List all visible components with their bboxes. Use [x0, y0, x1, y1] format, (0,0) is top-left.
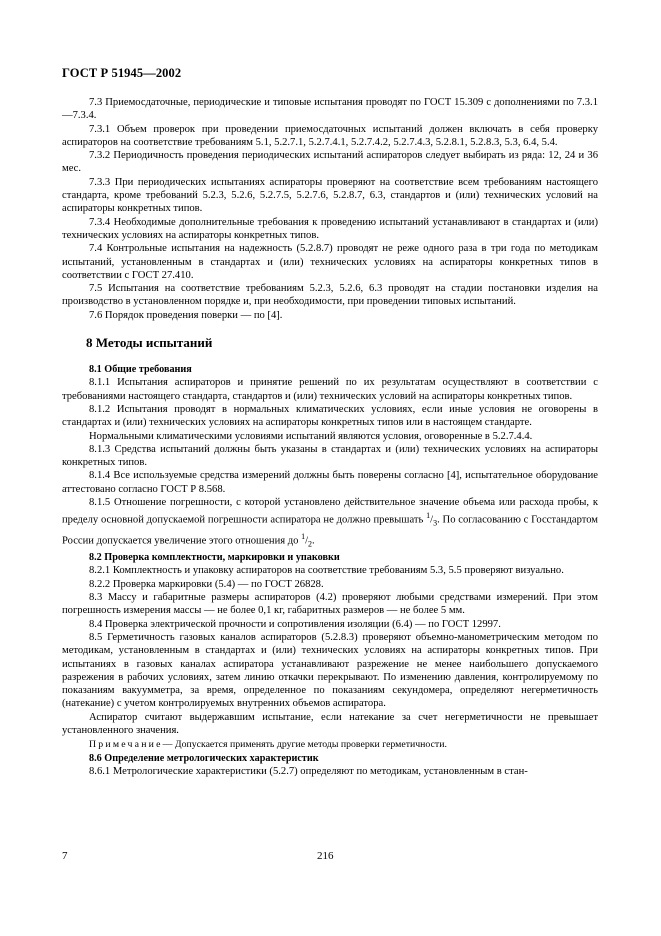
- paragraph-8-1-1: 8.1.1 Испытания аспираторов и принятие решений по их результатам осуществляют в соответствии с требованиями настоящего стандарта, стандартов и (или) технических условий на аспираторы конкретных типов.: [62, 377, 598, 402]
- paragraph-8-1-2-conditions: Нормальными климатическими условиями испытаний являются условия, оговоренные в 5.2.7.4.4.: [89, 430, 533, 442]
- paragraph-7-5: 7.5 Испытания на соответствие требованиям 5.2.3, 5.2.6, 6.3 проводят на стадии постановки изделия на производство в установленном порядке и, при необходимости, при проведении типовых испытаний.: [62, 283, 598, 308]
- paragraph-8-1-5-text: 8.1.5 Отношение погрешности, с которой установлено действительное значение объема или расхода пробы, к пределу основной допускаемой погрешности аспиратора не должно превышать: [62, 497, 598, 526]
- paragraph-8-3: 8.3 Массу и габаритные размеры аспираторов (4.2) проверяют любыми средствами измерений. При этом погрешность измерения массы — не более 0,1 кг, габаритных размеров — не более 5 мм.: [62, 592, 598, 617]
- paragraph-8-5: 8.5 Герметичность газовых каналов аспираторов (5.2.8.3) проверяют объемно-манометрическим методом по методикам, установленным в стандартах и (или) технических условиях на аспираторы конкретных типов. При испытаниях в газовых каналах аспиратора устанавливают разрежение не менее наибольшего допускаемого разрежения в рабочих условиях, затем линию откачки перекрывают. По изменению давления, контролируемому по показаниям вакуумметра, за время, определенное по показаниям секундомера, определяют негерметичность (натекание) с учетом контролируемых внутренних объемов аспиратора.: [62, 631, 598, 710]
- footer-left-mark: 7: [62, 850, 68, 862]
- subsection-8-6-title: 8.6 Определение метрологических характеристик: [89, 752, 319, 764]
- note-text: — Допускается применять другие методы проверки герметичности.: [162, 739, 447, 751]
- subsection-8-2-title: 8.2 Проверка комплектности, маркировки и упаковки: [89, 552, 340, 564]
- paragraph-7-3-4: 7.3.4 Необходимые дополнительные требования к проведению испытаний устанавливают в стандартах и (или) технических условиях на аспираторы конкретных типов.: [62, 216, 598, 241]
- paragraph-7-3-3: 7.3.3 При периодических испытаниях аспираторы проверяют на соответствие всем требованиям настоящего стандарта, кроме требований 5.2.3, 5.2.6, 5.2.7.5, 5.2.7.6, 5.2.8.7, 6.3, стандартов и (или) технических условий на аспираторы конкретных типов.: [62, 176, 598, 215]
- paragraph-8-4: 8.4 Проверка электрической прочности и сопротивления изоляции (6.4) — по ГОСТ 12997.: [89, 618, 501, 630]
- paragraph-7-3-2: 7.3.2 Периодичность проведения периодических испытаний аспираторов следует выбирать из ряда: 12, 24 и 36 мес.: [62, 150, 598, 175]
- paragraph-7-3-1: 7.3.1 Объем проверок при проведении приемосдаточных испытаний должен включать в себя проверку аспираторов на соответствие требованиям 5.1, 5.2.7.1, 5.2.7.4.1, 5.2.7.4.2, 5.2.7.4.3, 5.2.8.1, 5.2.8.3, 5.3, 6.4, 5.4.: [62, 123, 598, 148]
- page-header: ГОСТ Р 51945—2002: [62, 66, 182, 80]
- paragraph-8-6-1: 8.6.1 Метрологические характеристики (5.2.7) определяют по методикам, установленным в стан-: [89, 765, 528, 777]
- fraction-numerator: 1: [426, 511, 431, 521]
- section-8-title: 8 Методы испытаний: [86, 335, 213, 351]
- paragraph-8-1-4: 8.1.4 Все используемые средства измерений должны быть поверены согласно [4], испытательное оборудование аттестовано согласно ГОСТ Р 8.568.: [62, 470, 598, 495]
- fraction-numerator: 1: [301, 532, 306, 542]
- note: [62, 738, 598, 751]
- paragraph-8-1-2: 8.1.2 Испытания проводят в нормальных климатических условиях, если иные условия не оговорены в стандартах и (или) технических условиях на аспираторы конкретных типов или в настоящем стандарте.: [62, 403, 598, 429]
- paragraph-7-4: 7.4 Контрольные испытания на надежность (5.2.8.7) проводят не реже одного раза в три года по методикам испытаний, установленным в стандартах и (или) технических условиях на аспираторы конкретных типов в соответствии с ГОСТ 27.410.: [62, 243, 598, 281]
- paragraph-8-1-5: 8.1.5 Отношение погрешности, с которой установлено действительное значение объема или расхода пробы, к пределу основной допускаемой погрешности аспиратора не должно превышать $^1/_3$. По согласованию с Госстандартом России допускается увеличение этого отношения до $^1/_2$.: [62, 497, 599, 549]
- subsection-8-1-title: 8.1 Общие требования: [89, 364, 192, 376]
- paragraph-8-1-5-end: .: [312, 535, 315, 547]
- paragraph-8-2-2: 8.2.2 Проверка маркировки (5.4) — по ГОСТ 26828.: [89, 578, 324, 590]
- paragraph-8-5-result: Аспиратор считают выдержавшим испытание, если натекание за счет негерметичности не превышает установленного значения.: [62, 711, 598, 737]
- paragraph-8-1-3: 8.1.3 Средства испытаний должны быть указаны в стандартах и (или) технических условиях на аспираторы конкретных типов.: [62, 443, 598, 469]
- paragraph-7-3: 7.3 Приемосдаточные, периодические и типовые испытания проводят по ГОСТ 15.309 с дополнениями по 7.3.1—7.3.4.: [62, 97, 598, 122]
- paragraph-8-2-1: 8.2.1 Комплектность и упаковку аспираторов на соответствие требованиям 5.3, 5.5 проверяют визуально.: [89, 565, 564, 577]
- page-number: 216: [317, 850, 334, 862]
- document-body: [62, 96, 598, 778]
- note-label: Примечание: [89, 739, 163, 751]
- fraction-denominator: 2: [308, 539, 313, 549]
- fraction-denominator: 3: [433, 518, 438, 528]
- paragraph-7-6: 7.6 Порядок проведения поверки — по [4].: [89, 309, 283, 321]
- paragraph-8-1-5-mid: . По согласованию с Госстандартом России допускается увеличение этого отношения до: [62, 514, 599, 547]
